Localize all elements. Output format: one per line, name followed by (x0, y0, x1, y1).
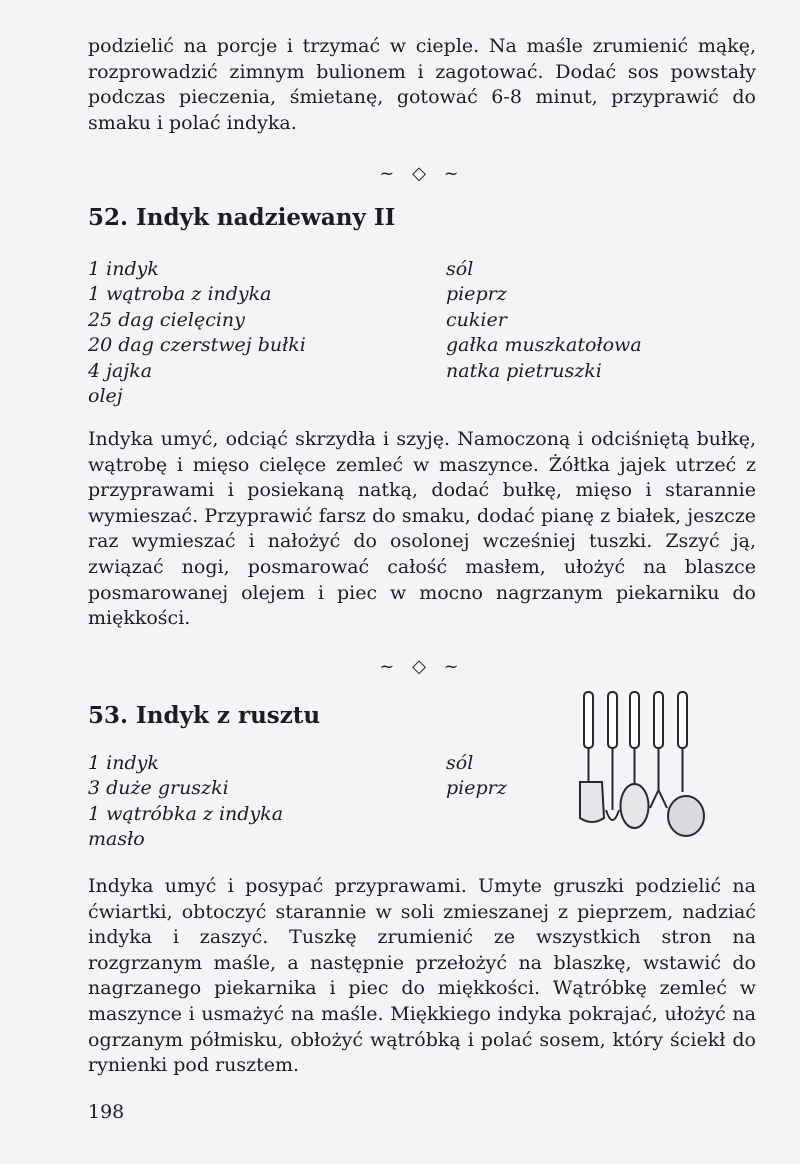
ingredient-item: sól (446, 752, 474, 774)
recipe-52-title: 52. Indyk nadziewany II (88, 204, 396, 231)
kitchen-utensils-illustration (578, 690, 710, 842)
ingredient-item: 1 wątroba z indyka (88, 283, 272, 306)
ingredient-item: pieprz (446, 777, 507, 800)
recipe-52-ingredients-left (88, 257, 306, 409)
ingredient-item: 4 jajka (88, 359, 153, 382)
watermark-logo-icon (24, 588, 25, 589)
ingredient-item: olej (88, 385, 123, 408)
ingredient-item: 25 dag cielęciny (88, 308, 245, 331)
ingredient-item: natka pietruszki (446, 359, 602, 382)
intro-paragraph: podzielić na porcje i trzymać w cieple. Na maśle zrumienić mąkę, rozprowadzić zimnym bulionem i zagotować. Dodać sos powstały podczas pieczenia, śmietanę, gotować 6-8 minut, przyprawić do smaku i polać indyka. (88, 35, 756, 134)
ingredient-item: 3 duże gruszki (88, 777, 229, 800)
watermark-diagonal (14, 560, 60, 596)
recipe-52-ingredients-right (446, 257, 642, 384)
recipe-53-ingredients-left (88, 751, 283, 853)
ingredient-item: 1 indyk (88, 752, 159, 774)
ingredient-item: gałka muszkatołowa (446, 334, 642, 357)
ingredient-item: 1 indyk (88, 258, 159, 280)
page-number: 198 (88, 1101, 125, 1123)
recipe-53-title: 53. Indyk z rusztu (88, 702, 321, 729)
section-separator-2: ~ ◇ ~ (379, 656, 465, 677)
recipe-52-instructions: Indyka umyć, odciąć skrzydła i szyję. Namoczoną i odciśniętą bułkę, wątrobę i mięso cielęce zemleć w maszynce. Żółtka jajek utrzeć z przyprawami i posiekaną natką, dodać bułkę, mięso i starannie wymieszać. Przyprawić farsz do smaku, dodać pianę z białek, jeszcze raz wymieszać i nałożyć do osolonej wcześniej tuszki. Zszyć ją, związać nogi, posmarować całość masłem, ułożyć na blaszce posmarowanej olejem i piec w mocno nagrzanym piekarniku do miękkości. (88, 428, 756, 630)
ingredient-item: 20 dag czerstwej bułki (88, 334, 306, 357)
ingredient-item: masło (88, 828, 145, 851)
section-separator-1: ~ ◇ ~ (379, 163, 465, 184)
recipe-53-ingredients-right (446, 751, 507, 802)
ingredient-item: cukier (446, 308, 507, 331)
ingredient-item: pieprz (446, 283, 507, 306)
ingredient-item: 1 wątróbka z indyka (88, 802, 284, 825)
ingredient-item: sól (446, 258, 474, 280)
recipe-53-instructions: Indyka umyć i posypać przyprawami. Umyte gruszki podzielić na ćwiartki, obtoczyć starannie w soli zmieszanej z pieprzem, nadziać indyka i zaszyć. Tuszkę zrumienić ze wszystkich stron na rozgrzanym maśle, a następnie przełożyć na blaszkę, wstawić do nagrzanego piekarnika i piec do miękkości. Wątróbkę zemleć w maszynce i usmażyć na maśle. Miękkiego indyka pokrajać, ułożyć na ogrzanym półmisku, obłożyć wątróbką i polać sosem, który ściekł do rynienki pod rusztem. (88, 875, 756, 1077)
